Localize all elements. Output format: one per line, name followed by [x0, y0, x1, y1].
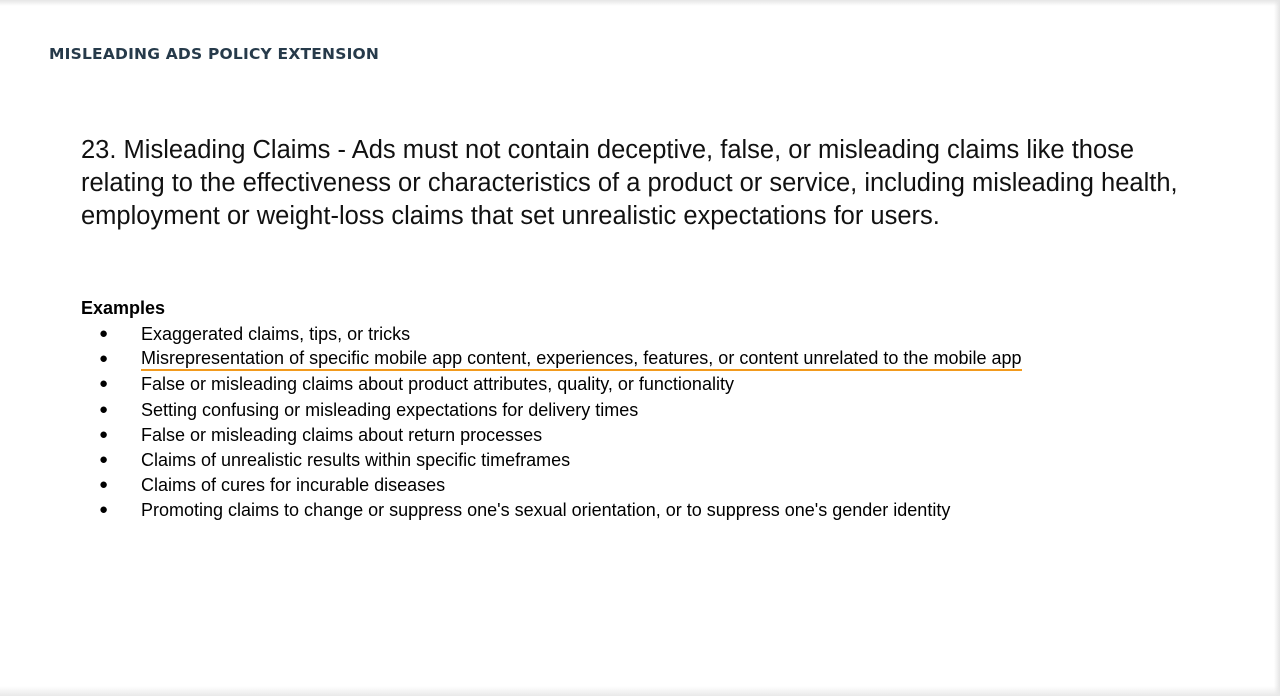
example-text: Claims of unrealistic results within specific timeframes — [141, 449, 571, 470]
page-header-title: MISLEADING ADS POLICY EXTENSION — [49, 45, 380, 63]
right-edge-shadow — [1274, 0, 1280, 696]
list-item — [81, 322, 1181, 347]
bullet-icon: ● — [99, 501, 109, 519]
list-item — [81, 398, 1181, 423]
bullet-icon: ● — [99, 375, 109, 393]
policy-statement: 23. Misleading Claims - Ads must not contain deceptive, false, or misleading claims like those relating to the effectiveness or characteristics of a product or service, including misleading health, employment or weight-loss claims that set unrealistic expectations for users. — [81, 136, 1178, 230]
list-item — [81, 372, 1181, 397]
list-item — [81, 347, 1181, 372]
example-text: Promoting claims to change or suppress one's sexual orientation, or to suppress one's gender identity — [141, 500, 951, 521]
example-text: Exaggerated claims, tips, or tricks — [141, 324, 411, 344]
examples-heading: Examples — [81, 298, 166, 318]
list-item — [81, 498, 1181, 523]
example-text: False or misleading claims about return processes — [141, 424, 543, 445]
examples-list — [81, 322, 1181, 524]
example-text: Claims of cures for incurable diseases — [141, 475, 446, 496]
bullet-icon: ● — [99, 450, 109, 468]
bullet-icon: ● — [99, 400, 109, 418]
example-text-highlighted: Misrepresentation of specific mobile app content, experiences, features, or content unrelated to the mobile app — [141, 347, 1022, 371]
bullet-icon: ● — [99, 325, 109, 342]
bullet-icon: ● — [99, 350, 109, 368]
list-item — [81, 473, 1181, 498]
example-text: False or misleading claims about product attributes, quality, or functionality — [141, 374, 734, 395]
bullet-icon: ● — [99, 425, 109, 443]
bottom-shadow — [0, 686, 1280, 696]
list-item — [81, 448, 1181, 473]
list-item — [81, 423, 1181, 448]
top-shadow — [0, 0, 1280, 6]
example-text: Setting confusing or misleading expectations for delivery times — [141, 399, 639, 420]
bullet-icon: ● — [99, 476, 109, 494]
